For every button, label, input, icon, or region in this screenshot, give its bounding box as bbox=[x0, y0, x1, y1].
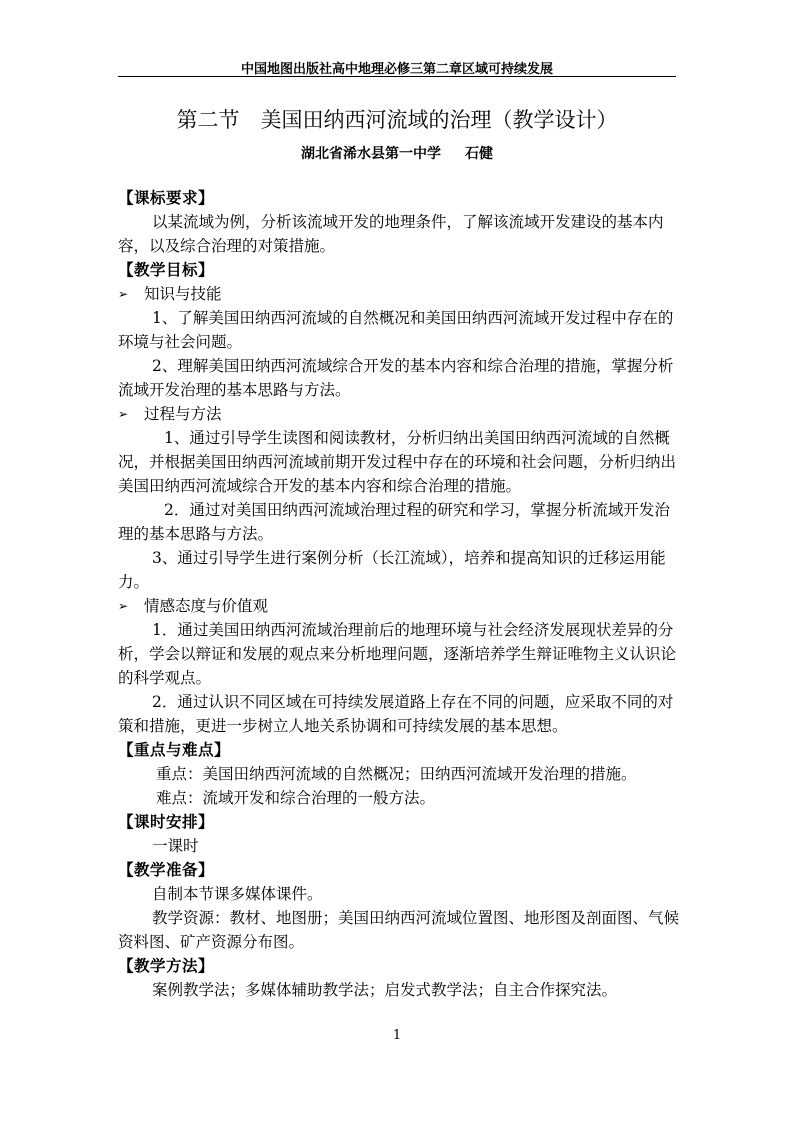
header-rule bbox=[118, 76, 676, 77]
subheading-process bbox=[118, 402, 680, 426]
section-heading-methods: 【教学方法】 bbox=[118, 956, 215, 975]
difficult-point-text: 难点：流域开发和综合治理的一般方法。 bbox=[156, 789, 436, 807]
attitude-item-2: 2．通过认识不同区域在可持续发展道路上存在不同的问题，应采取不同的对策和措施，更进一步树立人地关系协调和可持续发展的基本思想。 bbox=[118, 693, 674, 735]
attitude-item-1: 1．通过美国田纳西河流域治理前后的地理环境与社会经济发展现状差异的分析，学会以辩证和发展的观点来分析地理问题，逐渐培养学生辩证唯物主义认识论的科学观点。 bbox=[118, 621, 677, 687]
running-header: 中国地图出版社高中地理必修三第二章区域可持续发展 bbox=[240, 62, 553, 77]
author-line bbox=[0, 143, 794, 163]
key-point-text: 重点：美国田纳西河流域的自然概况；田纳西河流域开发治理的措施。 bbox=[156, 765, 637, 783]
subheading-label: 过程与方法 bbox=[144, 405, 222, 423]
section-heading-schedule: 【课时安排】 bbox=[118, 812, 215, 831]
preparation-line-1: 自制本节课多媒体课件。 bbox=[152, 885, 323, 903]
subheading-attitude bbox=[118, 594, 680, 618]
process-item-2: 2．通过对美国田纳西河流域治理过程的研究和学习，掌握分析流域开发治理的基本思路与方法。 bbox=[118, 501, 670, 543]
subheading-label: 情感态度与价值观 bbox=[144, 597, 269, 615]
knowledge-item-2: 2、理解美国田纳西河流域综合开发的基本内容和综合治理的措施，掌握分析流域开发治理的基本思路与方法。 bbox=[118, 357, 674, 399]
school-name: 湖北省浠水县第一中学 bbox=[301, 146, 441, 162]
page-number: 1 bbox=[392, 1028, 402, 1043]
methods-text: 案例教学法；多媒体辅助教学法；启发式教学法；自主合作探究法。 bbox=[152, 981, 618, 999]
process-item-1: 1、通过引导学生读图和阅读教材，分析归纳出美国田纳西河流域的自然概况，并根据美国田纳西河流域前期开发过程中存在的环境和社会问题，分析归纳出美国田纳西河流域综合开发的基本内容和综合治理的措施。 bbox=[118, 429, 677, 495]
knowledge-item-1: 1、了解美国田纳西河流域的自然概况和美国田纳西河流域开发过程中存在的环境与社会问题。 bbox=[118, 309, 674, 351]
arrow-bullet-icon: ➢ bbox=[118, 407, 129, 421]
document-title: 第二节 美国田纳西河流域的治理（教学设计） bbox=[176, 108, 618, 132]
section-heading-key-points: 【重点与难点】 bbox=[118, 740, 231, 759]
arrow-bullet-icon: ➢ bbox=[118, 287, 129, 301]
section-heading-preparation: 【教学准备】 bbox=[118, 860, 215, 879]
process-item-3: 3、通过引导学生进行案例分析（长江流域），培养和提高知识的迁移运用能力。 bbox=[118, 549, 666, 591]
schedule-text: 一课时 bbox=[152, 837, 199, 855]
document-body bbox=[118, 186, 680, 1002]
standard-text: 以某流域为例，分析该流域开发的地理条件，了解该流域开发建设的基本内容，以及综合治理的对策措施。 bbox=[118, 213, 664, 255]
arrow-bullet-icon: ➢ bbox=[118, 599, 129, 613]
section-heading-objectives: 【教学目标】 bbox=[118, 260, 215, 279]
subheading-label: 知识与技能 bbox=[144, 285, 222, 303]
subheading-knowledge bbox=[118, 282, 680, 306]
section-heading-standard: 【课标要求】 bbox=[118, 188, 215, 207]
preparation-line-2: 教学资源：教材、地图册；美国田纳西河流域位置图、地形图及剖面图、气候资料图、矿产资源分布图。 bbox=[118, 909, 680, 951]
author-name: 石健 bbox=[465, 146, 493, 162]
